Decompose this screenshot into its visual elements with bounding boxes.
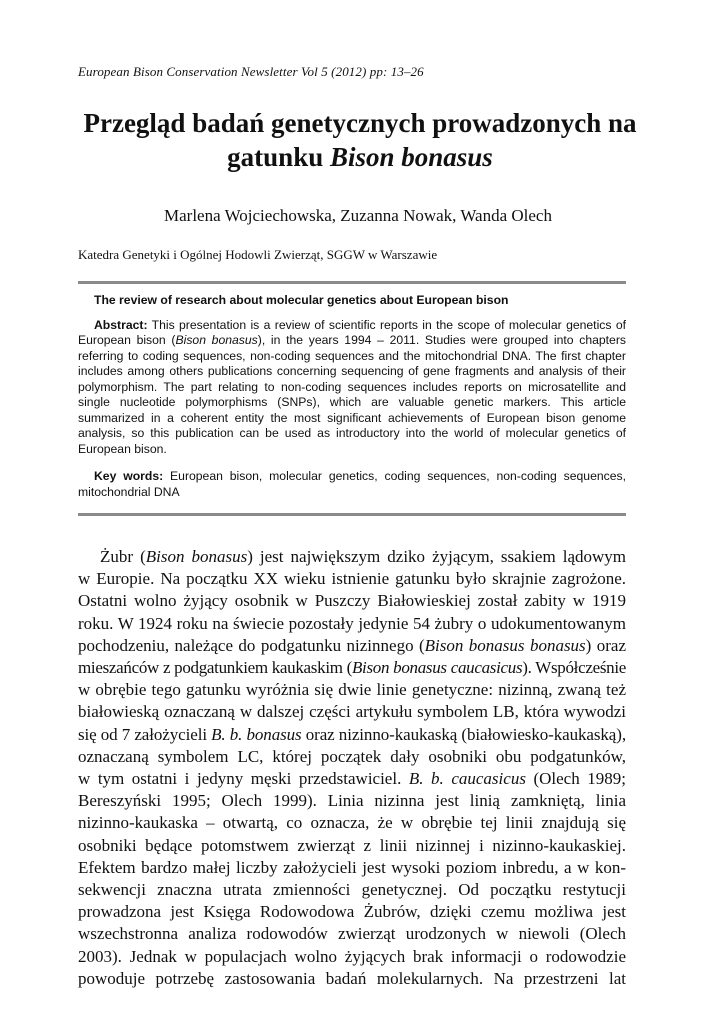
body-line: Ostatni wolno żyjący osobnik w Puszczy Białowieskiej został zabity w 1919 — [78, 591, 626, 611]
body-text-run: mieszańców z podgatunkiem kaukaskim ( — [78, 658, 352, 678]
abstract-top-rule — [78, 281, 626, 284]
body-text-run: (Olech 1989; — [525, 769, 626, 789]
body-text-run: pochodzeniu, należące do podgatunku nizinnego ( — [78, 635, 425, 655]
body-text-run: ). Współcześnie — [522, 658, 627, 678]
body-line: 2003). Jednak w populacjach wolno żyjących brak informacji o rodowodzie — [78, 946, 626, 966]
body-line: w Europie. Na początku XX wieku istnienie gatunku było skrajnie zagrożone. — [78, 569, 626, 589]
body-line: prowadzona jest Księga Rodowodowa Żubrów, dzięki czemu możliwa jest — [78, 902, 626, 922]
keywords-text: European bison, molecular genetics, coding sequences, non-coding sequences, mitochondrial DNA — [78, 469, 626, 499]
body-line — [78, 635, 626, 657]
abstract-box — [78, 293, 626, 500]
body-italic-run: Bison bonasus caucasicus — [351, 658, 523, 678]
body-line: w obrębie tego gatunku wyróżnia się dwie linie genetyczne: nizinną, zwaną też — [78, 680, 626, 700]
body-text-run: oraz nizinno-kaukaską (białowiesko-kaukaską), — [301, 724, 626, 744]
body-italic-run: B. b. bonasus — [211, 724, 302, 744]
article-title — [70, 106, 650, 174]
body-line: nizinno-kaukaska – otwartą, co oznacza, że w obrębie tej linii znajdują się — [78, 813, 626, 833]
title-line-2 — [70, 140, 650, 174]
body-line — [78, 724, 626, 746]
body-italic-run: Bison bonasus bonasus — [424, 635, 586, 655]
affiliation: Katedra Genetyki i Ogólnej Hodowli Zwierząt, SGGW w Warszawie — [78, 247, 438, 262]
abstract-text-1: This presentation is a review of scientific reports in the scope of molecular genetics of European bison ( — [78, 317, 626, 347]
keywords-label: Key words: — [94, 469, 164, 483]
abstract-label: Abstract: — [94, 317, 148, 332]
english-title: The review of research about molecular genetics about European bison — [94, 293, 509, 307]
body-text-run: ) oraz — [585, 635, 626, 655]
abstract-species: Bison bonasus — [175, 333, 258, 347]
title-species: Bison bonasus — [329, 142, 493, 172]
abstract-paragraph — [78, 318, 626, 458]
body-line: Efektem bardzo małej liczby założycieli jest wysoki poziom inbredu, a w kon- — [78, 857, 626, 877]
title-line-2-prefix: gatunku — [227, 142, 330, 172]
body-line: osobniki będące potomstwem zwierząt z linii nizinnej i nizinno-kaukaskiej. — [78, 835, 626, 855]
body-text-run: ) jest największym dziko żyjącym, ssakiem lądowym — [247, 547, 626, 566]
body-line: roku. W 1924 roku na świecie pozostały jedynie 54 żubry o udokumentowanym — [78, 613, 626, 633]
abstract-bottom-rule — [78, 513, 626, 516]
keywords-paragraph — [78, 469, 626, 500]
title-line-1: Przegląd badań genetycznych prowadzonych na — [83, 108, 637, 138]
authors: Marlena Wojciechowska, Zuzanna Nowak, Wanda Olech — [164, 206, 552, 225]
body-text-run: w tym ostatni i jedyny męski przedstawiciel. — [78, 769, 409, 789]
body-line — [78, 546, 626, 568]
body-line: Bereszyński 1995; Olech 1999). Linia nizinna jest linią zamkniętą, linia — [78, 791, 626, 811]
body-line: oznaczaną symbolem LC, której początek dały osobniki obu podgatunków, — [78, 746, 626, 766]
body-text-run: się od 7 założycieli — [78, 724, 212, 744]
body-italic-run: B. b. caucasicus — [408, 769, 526, 789]
body-line: sekwencji znaczna utrata zmienności genetycznej. Od początku restytucji — [78, 880, 626, 900]
body-text-run: Żubr ( — [100, 547, 146, 566]
journal-header: European Bison Conservation Newsletter Vol 5 (2012) pp: 13–26 — [78, 64, 424, 79]
body-line: białowieską oznaczaną w dalszej części artykułu symbolem LB, która wywodzi — [78, 702, 626, 722]
body-text — [78, 546, 626, 990]
body-line — [78, 768, 626, 790]
body-line: powoduje potrzebę zastosowania badań molekularnych. Na przestrzeni lat — [78, 968, 626, 988]
body-line — [78, 657, 626, 679]
body-line: wszechstronna analiza rodowodów zwierząt urodzonych w niewoli (Olech — [78, 924, 626, 944]
abstract-text-2: ), in the years 1994 – 2011. Studies were grouped into chapters referring to coding sequences, non-coding sequences and the mitochondrial DNA. The first chapter includes among others publications concerning sequencing of gene fragments and analysis of their polymorphism. The part relating to non-coding sequences includes reports on microsatellite and single nucleotide polymorphisms (SNPs), which are valuable genetic markers. This article summarized in a coherent entity the most significant achievements of European bison genome analysis, so this publication can be used as introductory into the world of molecular genetics of European bison. — [78, 333, 626, 456]
body-italic-run: Bison bonasus — [145, 547, 248, 566]
